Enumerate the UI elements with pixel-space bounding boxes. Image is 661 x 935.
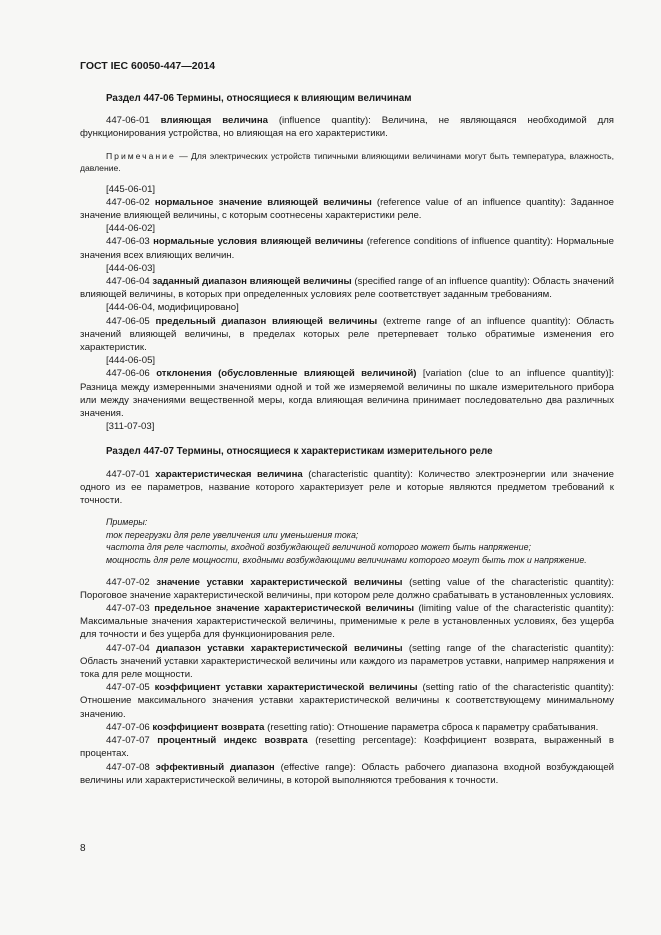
term-definition: (setting range of the characteristic quantity): Область значений уставки характеристической величины или каждого из параметров уставки, например напряжения и тока для реле мощности.: [80, 642, 615, 681]
note-label: Примечание: [106, 150, 176, 161]
term-name: влияющая величина: [160, 115, 268, 127]
term-definition: (resetting percentage): Коэффициент возврата, выраженный в процентах.: [80, 735, 614, 760]
term-number: 447-06-01: [106, 115, 150, 127]
term-definition: (reference conditions of influence quantity): Нормальные значения всех влияющих величин.: [80, 236, 614, 261]
term-number: 447-07-04: [106, 642, 150, 654]
term-name: предельное значение характеристической величины: [154, 603, 415, 615]
term-definition: (extreme range of an influence quantity): Область значений влияющей величины, в пределах которых реле претерпевает только обратимые изменения его характеристик.: [80, 315, 614, 354]
example-item: мощность для реле мощности, входными возбуждающими величинами которого могут быть ток и напряжение.: [106, 555, 587, 566]
term-entry: [80, 196, 614, 222]
term-number: 447-06-03: [106, 236, 150, 248]
source-reference: [311-07-03]: [106, 421, 155, 433]
term-number: 447-06-04: [106, 276, 150, 288]
term-definition: (specified range of an influence quantity): Область значений влияющей величины, в которых при определенных условиях реле соответствует заданным требованиям.: [80, 276, 614, 301]
term-definition: (limiting value of the characteristic quantity): Максимальные значения характеристической величины, применимые к реле в установленных условиях, без ущерба для точности и без ущерба для функционирования реле.: [80, 603, 614, 641]
term-entry: [80, 602, 614, 642]
term-entry: [80, 315, 614, 355]
section-title: Раздел 447-06 Термины, относящиеся к влияющим величинам: [106, 93, 412, 104]
term-entry: [80, 367, 614, 420]
document-body: [80, 92, 614, 787]
term-entry: [80, 721, 614, 734]
source-reference: [444-06-03]: [106, 262, 156, 274]
term-name: отклонения (обусловленные влияющей величиной): [156, 368, 417, 380]
note: [80, 150, 614, 174]
term-entry: [80, 734, 614, 760]
term-definition: (setting ratio of the characteristic quantity): Отношение максимального значения уставки характеристической величины к соответствующему минимальному значению.: [80, 682, 614, 720]
example-item: частота для реле частоты, входной возбуждающей величиной которого может быть напряжение;: [106, 542, 532, 553]
term-entry: [80, 642, 614, 682]
section-title: Раздел 447-07 Термины, относящиеся к характеристикам измерительного реле: [106, 446, 493, 458]
term-definition: (resetting ratio): Отношение параметра сброса к параметру срабатывания.: [264, 721, 599, 733]
term-name: коэффициент уставки характеристической величины: [154, 682, 418, 694]
term-definition: [variation (clue to an influence quantity)]: Разница между измеренными значениями одной и той же измеряемой величины по шкале измерительного прибора или между значениями вещественной меры, когда влияющая величина принимает последовательно два различных значения.: [80, 368, 614, 420]
term-entry: [80, 114, 614, 140]
source-reference: [444-06-04, модифицировано]: [106, 302, 239, 314]
term-number: 447-07-03: [106, 603, 150, 615]
term-name: заданный диапазон влияющей величины: [152, 276, 352, 288]
source-reference: [444-06-02]: [106, 223, 156, 235]
page-header: ГОСТ IEC 60050-447—2014: [80, 60, 216, 72]
term-name: предельный диапазон влияющей величины: [155, 315, 378, 327]
source-reference: [444-06-05]: [106, 355, 156, 367]
term-number: 447-07-01: [106, 468, 150, 480]
term-number: 447-06-02: [106, 196, 150, 208]
page-number: 8: [80, 843, 86, 854]
term-name: характеристическая величина: [155, 468, 303, 480]
term-number: 447-07-02: [106, 576, 150, 588]
term-definition: (setting value of the characteristic quantity): Пороговое значение характеристической величины, при котором реле должно срабатывать в установленных условиях.: [80, 576, 615, 601]
example-item: ток перегрузки для реле увеличения или уменьшения тока;: [106, 529, 359, 540]
term-entry: [80, 468, 614, 508]
term-name: значение уставки характеристической величины: [156, 576, 403, 588]
term-number: 447-07-05: [106, 682, 150, 694]
term-entry: [80, 681, 614, 721]
term-name: эффективный диапазон: [155, 761, 275, 773]
term-entry: [80, 235, 614, 261]
source-reference: [445-06-01]: [106, 183, 156, 195]
term-number: 447-06-05: [106, 315, 150, 327]
note-text: — Для электрических устройств типичными влияющими величинами могут быть температура, влажность, давление.: [80, 150, 614, 173]
examples-heading: Примеры:: [106, 517, 148, 528]
term-name: процентный индекс возврата: [157, 735, 308, 747]
term-number: 447-07-06: [106, 721, 150, 733]
term-definition: (effective range): Область рабочего диапазона входной возбуждающей величины или характеристической величины, в которой выполняются требования к точности.: [80, 761, 615, 786]
term-entry: [80, 761, 614, 787]
term-entry: [80, 576, 614, 602]
term-number: 447-07-08: [106, 761, 150, 773]
term-definition: (influence quantity): Величина, не являющаяся необходимой для функционирования устройства, но влияющая на его характеристики.: [80, 115, 614, 140]
term-name: диапазон уставки характеристической величины: [156, 642, 403, 654]
term-definition: (characteristic quantity): Количество электроэнергии или значение одного из ее параметров, название которого характеризует реле и которые являются предметом требований к точности.: [80, 468, 614, 507]
term-number: 447-06-06: [106, 368, 150, 380]
term-number: 447-07-07: [106, 735, 150, 747]
term-name: нормальное значение влияющей величины: [154, 196, 372, 208]
term-definition: (reference value of an influence quantity): Заданное значение влияющей величины, с которым соотнесены характеристики реле.: [80, 196, 614, 222]
term-name: коэффициент возврата: [152, 721, 265, 733]
term-entry: [80, 275, 614, 301]
term-name: нормальные условия влияющей величины: [153, 236, 364, 248]
